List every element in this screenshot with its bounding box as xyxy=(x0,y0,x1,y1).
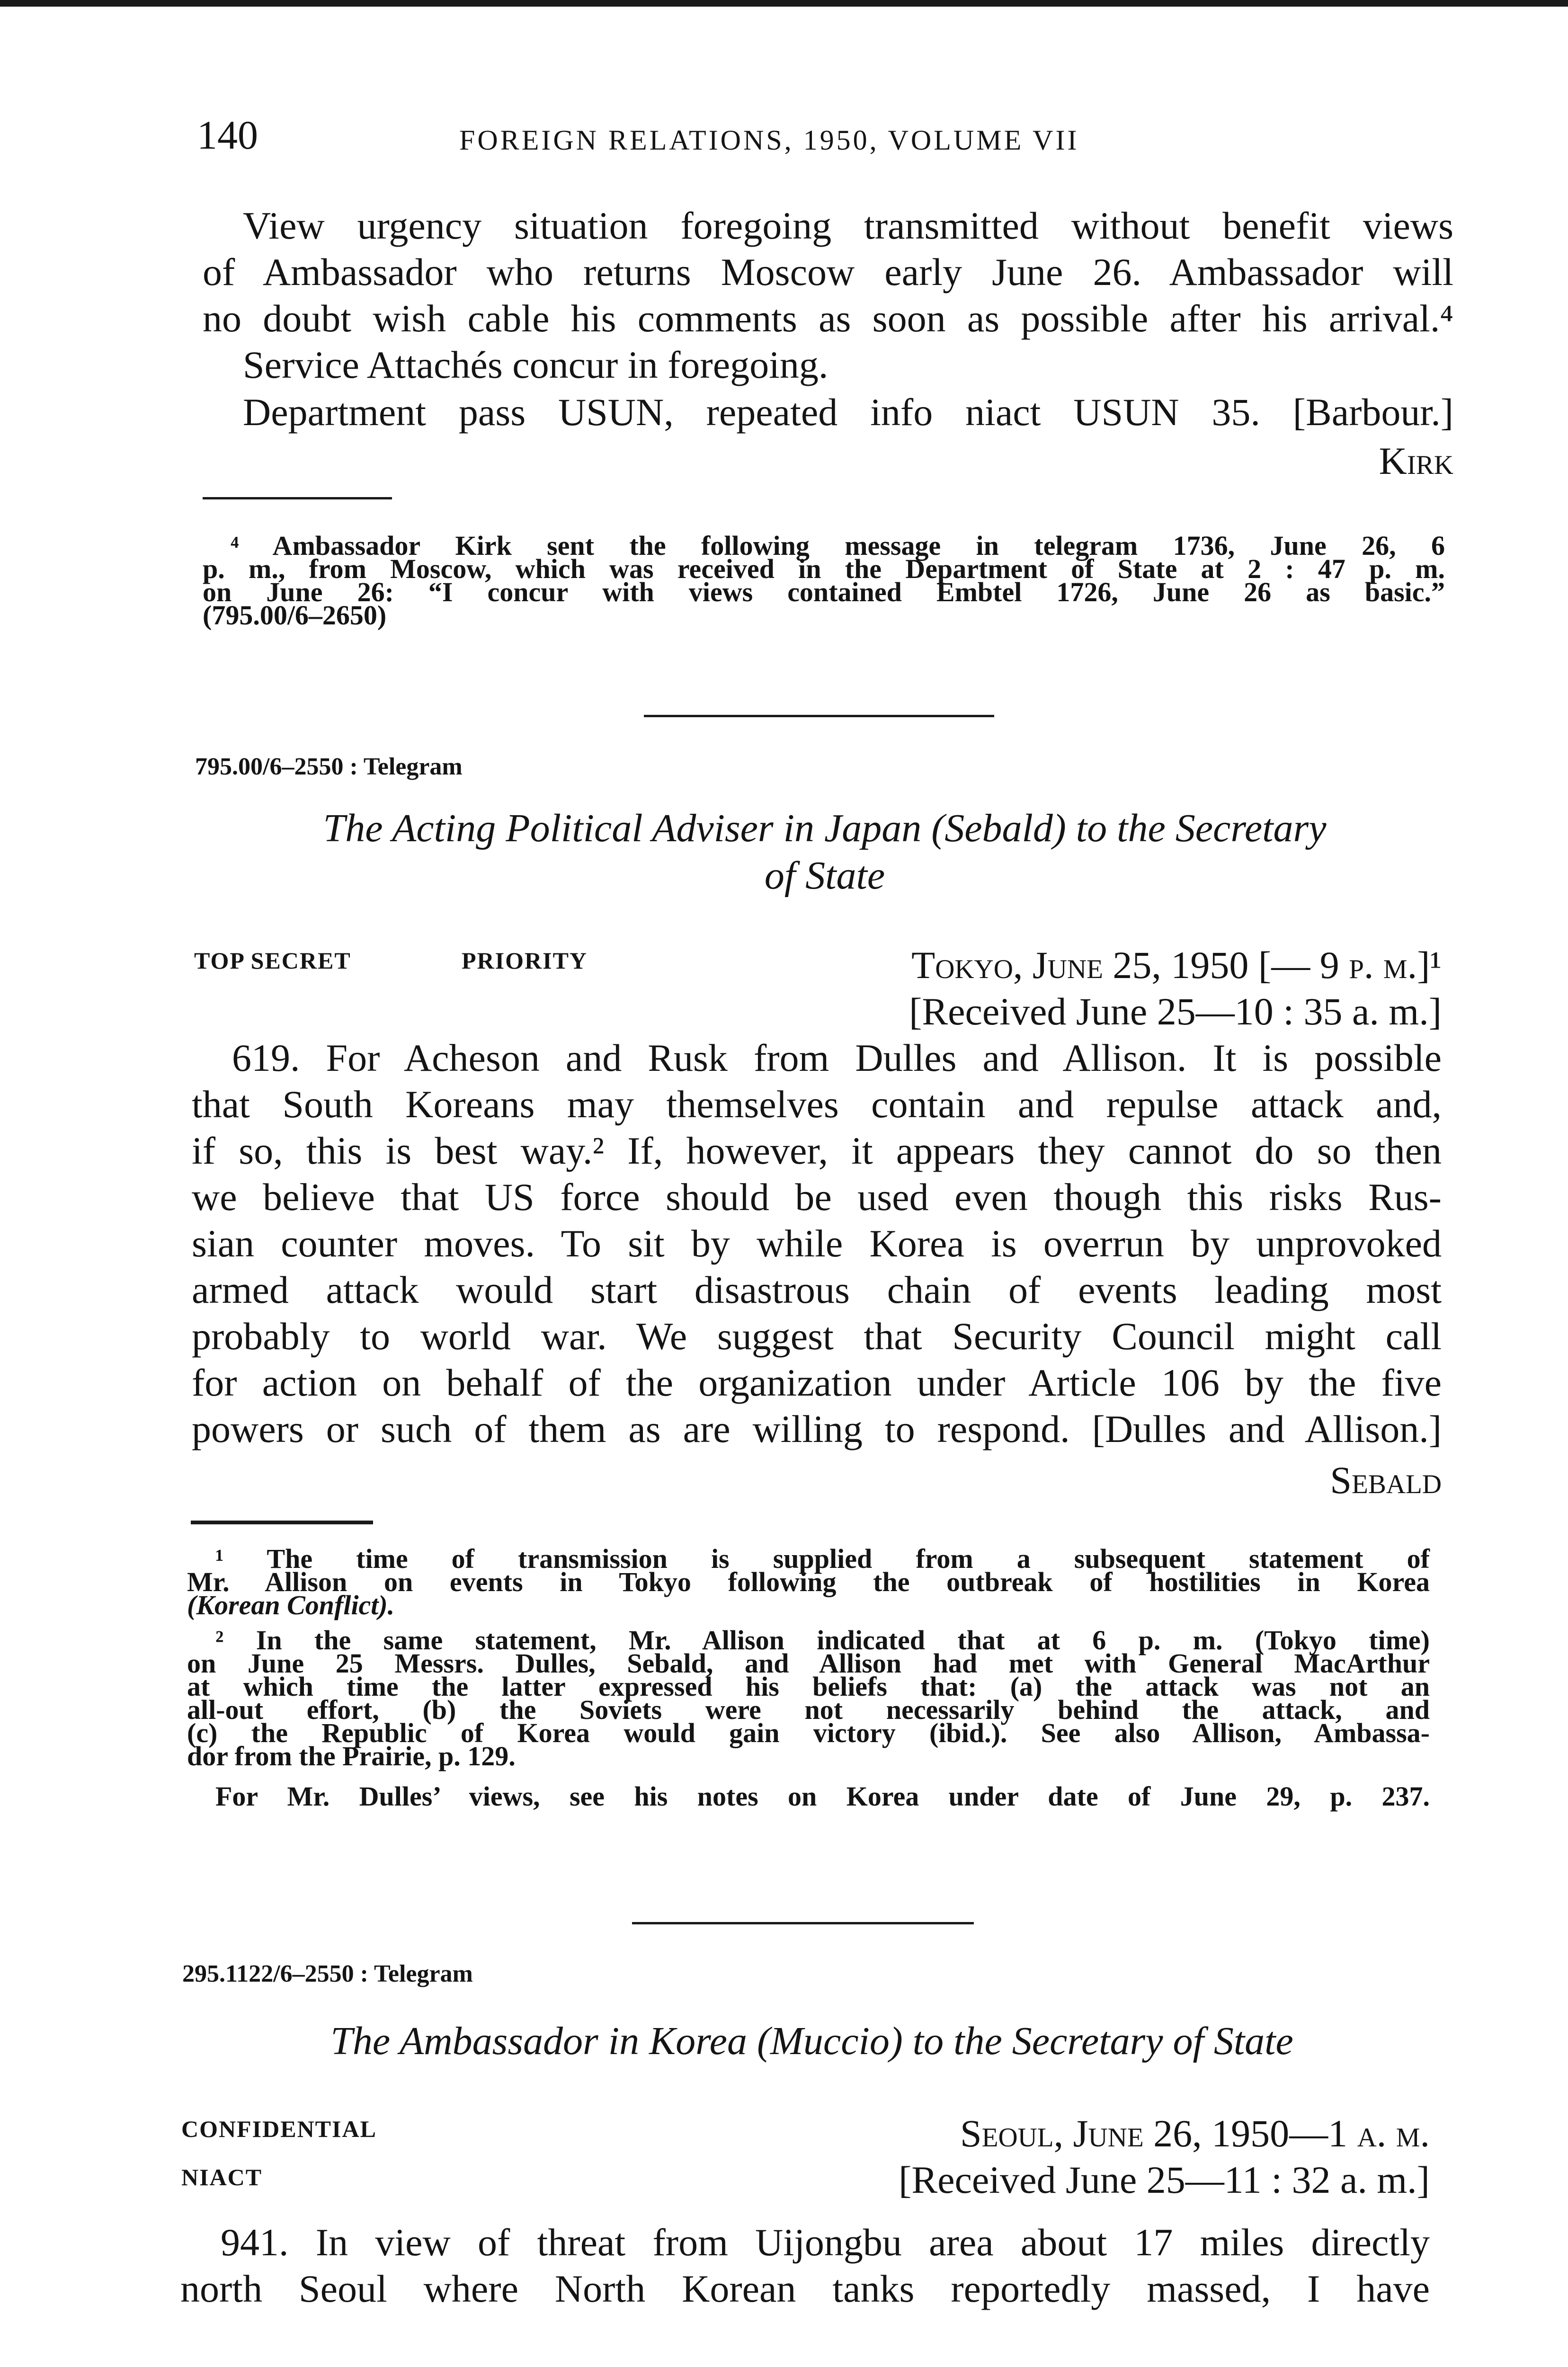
doc2-footnote-line-9: dor from the Prairie, p. 129. xyxy=(187,1741,516,1771)
doc2-footnote-line-6: at which time the latter expressed his beliefs that: (a) the attack was not an xyxy=(187,1671,1430,1702)
doc2-received: [Received June 25—10 : 35 a. m.] xyxy=(909,990,1442,1033)
doc2-classification: TOP SECRET xyxy=(194,947,351,974)
doc2-line-3: if so, this is best way.² If, however, it appears they cannot do so then xyxy=(192,1129,1442,1172)
doc3-line-1: 941. In view of threat from Uijongbu area about 17 miles directly xyxy=(221,2221,1430,2264)
doc1-line-2: of Ambassador who returns Moscow early June 26. Ambassador will xyxy=(203,250,1453,294)
doc3-file-reference: 295.1122/6–2550 : Telegram xyxy=(182,1960,473,1987)
doc2-footnote-line-10: For Mr. Dulles’ views, see his notes on Korea under date of June 29, p. 237. xyxy=(215,1781,1430,1812)
doc2-footnote-line-4: ² In the same statement, Mr. Allison indicated that at 6 p. m. (Tokyo time) xyxy=(215,1625,1430,1655)
doc2-line-7: probably to world war. We suggest that Security Council might call xyxy=(192,1315,1442,1358)
doc2-footnote-line-1: ¹ The time of transmission is supplied from a subsequent statement of xyxy=(215,1543,1430,1574)
doc2-file-reference: 795.00/6–2550 : Telegram xyxy=(195,753,463,780)
doc2-signature: Sebald xyxy=(1330,1459,1442,1502)
doc1-line-5: Department pass USUN, repeated info niact USUN 35. [Barbour.] xyxy=(243,391,1453,434)
doc1-line-1: View urgency situation foregoing transmitted without benefit views xyxy=(243,204,1453,247)
doc2-priority: PRIORITY xyxy=(462,947,588,974)
doc2-title-line-2: of State xyxy=(764,854,885,898)
doc1-footnote-line-4: (795.00/6–2650) xyxy=(203,600,387,631)
doc3-classification: CONFIDENTIAL xyxy=(181,2116,377,2142)
doc3-line-2: north Seoul where North Korean tanks reportedly massed, I have xyxy=(180,2267,1430,2310)
doc1-footnote-line-1: ⁴ Ambassador Kirk sent the following message in telegram 1736, June 26, 6 xyxy=(231,530,1445,561)
doc2-footnote-line-8: (c) the Republic of Korea would gain victory (ibid.). See also Allison, Ambassa- xyxy=(187,1717,1430,1748)
doc2-title-line-1: The Acting Political Adviser in Japan (Sebald) to the Secretary xyxy=(323,806,1327,850)
doc2-footnote-line-5: on June 25 Messrs. Dulles, Sebald, and Allison had met with General MacArthur xyxy=(187,1648,1430,1679)
section-divider-2 xyxy=(632,1922,974,1924)
running-title: FOREIGN RELATIONS, 1950, VOLUME VII xyxy=(459,125,1079,156)
doc3-priority: NIACT xyxy=(181,2164,263,2190)
doc1-line-3: no doubt wish cable his comments as soon as possible after his arrival.⁴ xyxy=(203,297,1453,340)
doc2-line-4: we believe that US force should be used even though this risks Rus- xyxy=(192,1175,1442,1219)
doc1-line-4: Service Attachés concur in foregoing. xyxy=(243,343,829,386)
doc3-received: [Received June 25—11 : 32 a. m.] xyxy=(899,2158,1430,2201)
doc1-signature: Kirk xyxy=(1379,439,1453,482)
doc2-line-1: 619. For Acheson and Rusk from Dulles and Allison. It is possible xyxy=(232,1036,1442,1079)
doc2-footnote-line-2: Mr. Allison on events in Tokyo following the outbreak of hostilities in Korea xyxy=(187,1566,1430,1597)
doc2-footnote-line-3: (Korean Conflict). xyxy=(187,1590,395,1620)
footnote-rule-2 xyxy=(191,1521,373,1524)
doc2-line-5: sian counter moves. To sit by while Korea is overrun by unprovoked xyxy=(192,1222,1442,1265)
footnote-rule-1 xyxy=(203,497,392,499)
doc2-line-2: that South Koreans may themselves contain and repulse attack and, xyxy=(192,1083,1442,1126)
doc2-line-8: for action on behalf of the organization under Article 106 by the five xyxy=(192,1361,1442,1404)
doc1-footnote-line-2: p. m., from Moscow, which was received in the Department of State at 2 : 47 p. m. xyxy=(203,553,1445,584)
doc1-footnote-line-3: on June 26: “I concur with views contained Embtel 1726, June 26 as basic.” xyxy=(203,577,1445,607)
doc2-footnote-line-7: all-out effort, (b) the Soviets were not necessarily behind the attack, and xyxy=(187,1694,1430,1725)
doc2-line-6: armed attack would start disastrous chain of events leading most xyxy=(192,1268,1442,1311)
page-number: 140 xyxy=(197,112,258,158)
doc2-line-9: powers or such of them as are willing to respond. [Dulles and Allison.] xyxy=(192,1407,1442,1450)
section-divider-1 xyxy=(644,715,994,717)
page-edge-band xyxy=(0,0,1568,7)
doc3-dateline: Seoul, June 26, 1950—1 a. m. xyxy=(960,2112,1430,2155)
doc3-title: The Ambassador in Korea (Muccio) to the Secretary of State xyxy=(330,2019,1293,2063)
doc2-dateline: Tokyo, June 25, 1950 [— 9 p. m.]¹ xyxy=(911,943,1442,987)
